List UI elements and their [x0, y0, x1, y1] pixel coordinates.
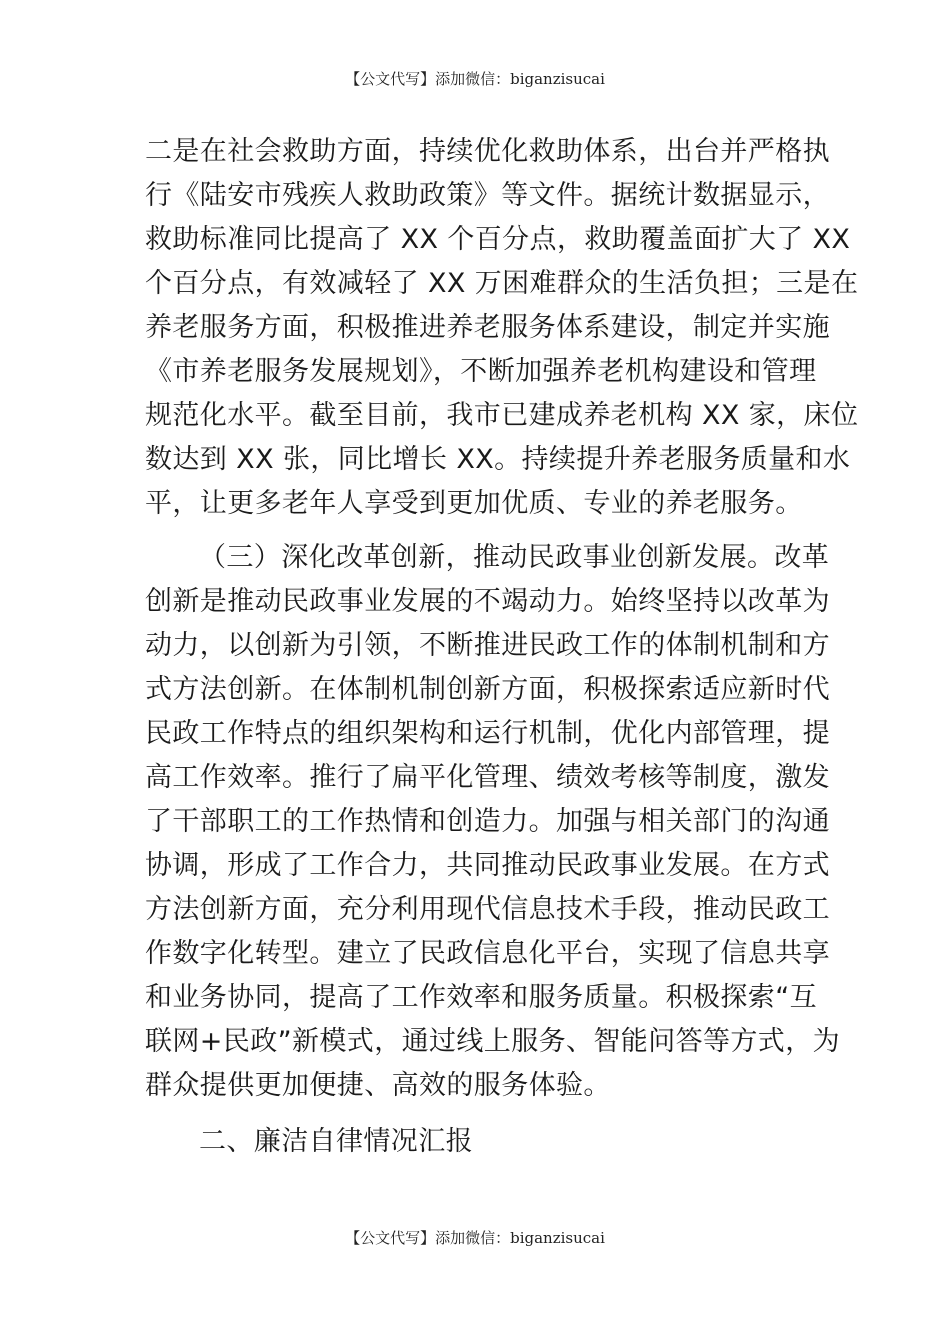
text-line: 作数字化转型。建立了民政信息化平台，实现了信息共享	[145, 938, 830, 969]
text-line: 养老服务方面，积极推进养老服务体系建设，制定并实施	[145, 312, 830, 343]
text-line: 二是在社会救助方面，持续优化救助体系，出台并严格执	[145, 136, 830, 167]
text-line: 式方法创新。在体制机制创新方面，积极探索适应新时代	[145, 674, 830, 705]
text-line: 和业务协同，提高了工作效率和服务质量。积极探索“互	[145, 982, 817, 1013]
paragraph-social-assistance	[145, 130, 859, 526]
text-line: 方法创新方面，充分利用现代信息技术手段，推动民政工	[145, 894, 830, 925]
text-line: 高工作效率。推行了扁平化管理、绩效考核等制度，激发	[145, 762, 830, 793]
text-line: 个百分点，有效减轻了 XX 万困难群众的生活负担；三是在	[145, 268, 859, 299]
text-line: 《市养老服务发展规划》，不断加强养老机构建设和管理	[145, 356, 817, 387]
text-line: 动力，以创新为引领，不断推进民政工作的体制机制和方	[145, 630, 830, 661]
text-line: 平，让更多老年人享受到更加优质、专业的养老服务。	[145, 488, 803, 519]
section-heading: 二、廉洁自律情况汇报	[199, 1126, 473, 1157]
text-line: 群众提供更加便捷、高效的服务体验。	[145, 1070, 611, 1101]
paragraph-reform-innovation	[145, 536, 841, 1108]
text-line: 规范化水平。截至目前，我市已建成养老机构 XX 家，床位	[145, 400, 859, 431]
text-line: （三）深化改革创新，推动民政事业创新发展。改革	[199, 542, 830, 573]
text-line: 行《陆安市残疾人救助政策》等文件。据统计数据显示，	[145, 180, 830, 211]
text-line: 了干部职工的工作热情和创造力。加强与相关部门的沟通	[145, 806, 830, 837]
text-line: 联网+民政”新模式，通过线上服务、智能问答等方式，为	[145, 1026, 841, 1057]
text-line: 协调，形成了工作合力，共同推动民政事业发展。在方式	[145, 850, 830, 881]
text-line: 创新是推动民政事业发展的不竭动力。始终坚持以改革为	[145, 586, 830, 617]
text-line: 民政工作特点的组织架构和运行机制，优化内部管理，提	[145, 718, 830, 749]
text-line: 数达到 XX 张，同比增长 XX。持续提升养老服务质量和水	[145, 444, 851, 475]
page-header: 【公文代写】添加微信：biganzisucai	[345, 70, 605, 88]
page-footer: 【公文代写】添加微信：biganzisucai	[345, 1229, 605, 1247]
document-body	[145, 130, 859, 1164]
text-line: 救助标准同比提高了 XX 个百分点，救助覆盖面扩大了 XX	[145, 224, 851, 255]
